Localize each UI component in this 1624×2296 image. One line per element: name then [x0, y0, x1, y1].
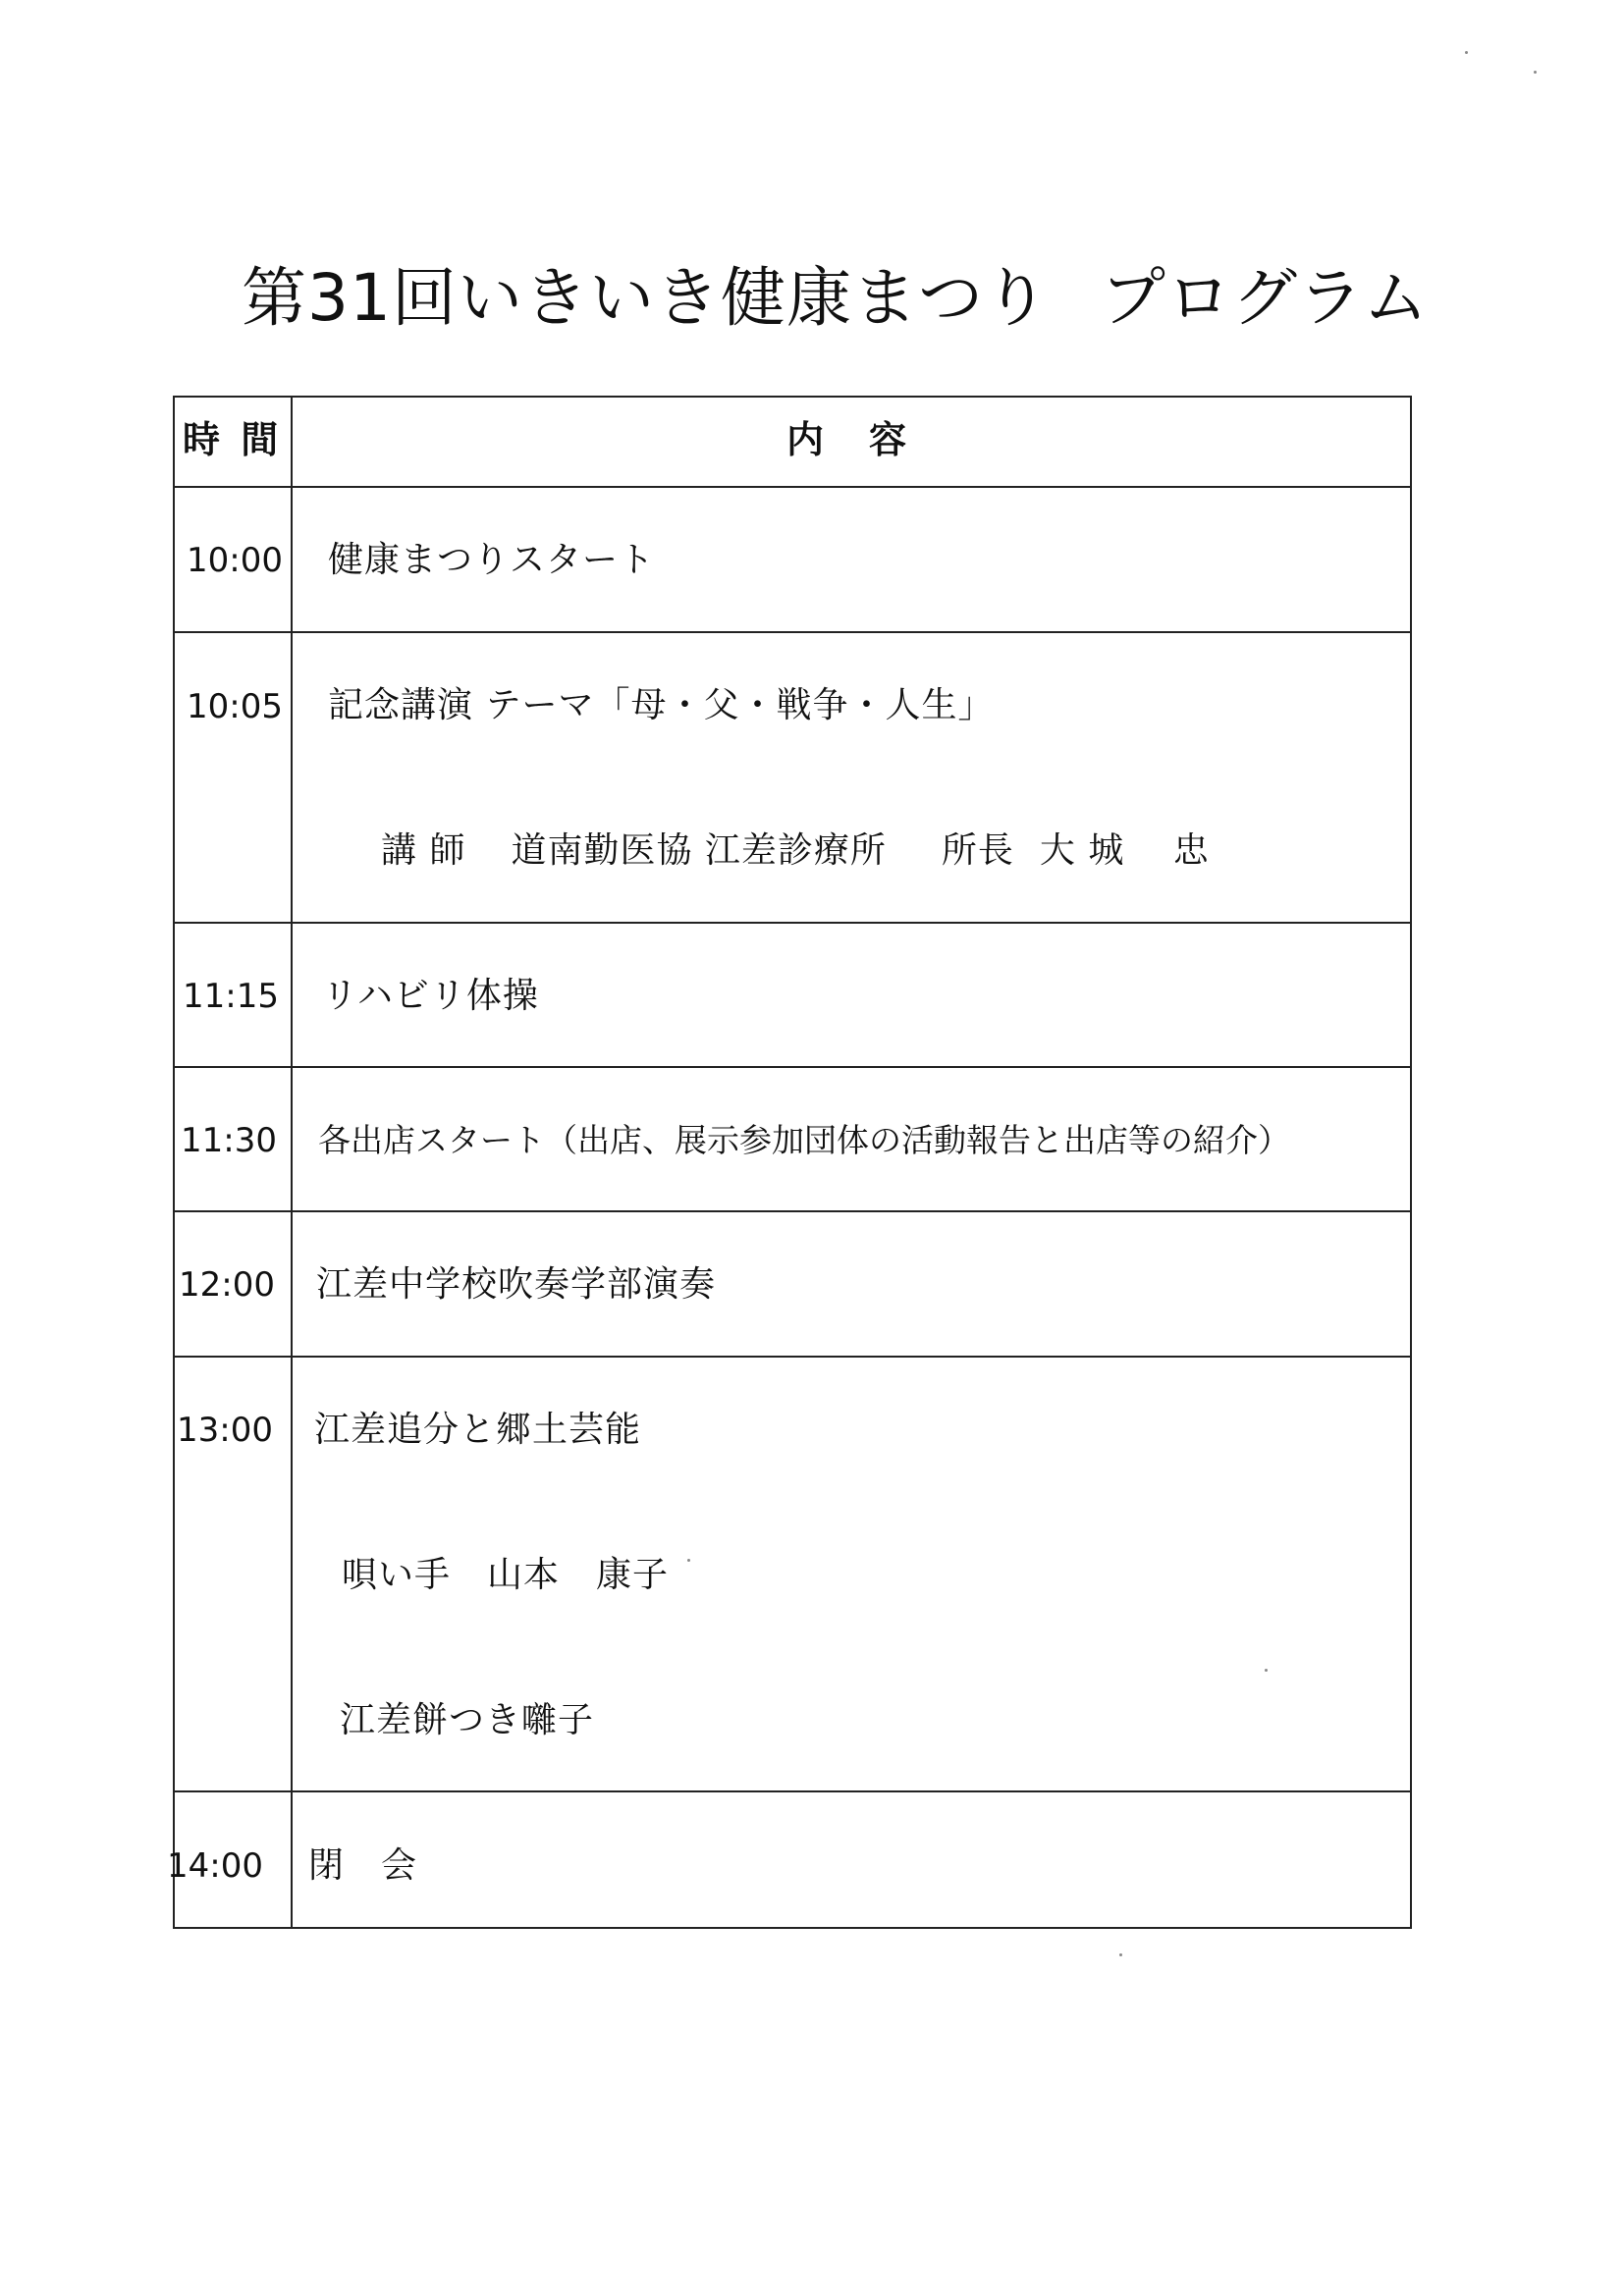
row-time: 12:00 [179, 1265, 275, 1305]
row-divider [173, 486, 1412, 488]
performer-line: 唄い手 山本 康子 [342, 1555, 670, 1595]
row-content: 各出店スタート（出店、展示参加団体の活動報告と出店等の紹介） [318, 1121, 1290, 1159]
scan-speck [687, 1559, 690, 1562]
row-divider [173, 631, 1412, 633]
row-time: 11:30 [181, 1121, 277, 1160]
speaker-org: 道南勤医協 江差診療所 [511, 830, 887, 871]
speaker-role: 講 師 [381, 830, 466, 871]
program-table [167, 396, 1412, 1929]
row-time: 10:05 [187, 687, 283, 726]
speaker-title: 所長 [941, 830, 1014, 871]
row-divider [173, 1066, 1412, 1068]
column-divider [291, 396, 293, 1929]
title-sub: プログラム [1100, 260, 1430, 336]
row-divider [173, 1356, 1412, 1358]
title-main: 第31回いきいき健康まつり [242, 260, 1050, 336]
row-content: 閉 会 [308, 1845, 418, 1886]
row-content: 江差中学校吹奏学部演奏 [316, 1264, 717, 1305]
row-time: 13:00 [177, 1411, 273, 1450]
row-content: リハビリ体操 [322, 976, 539, 1016]
header-content: 内 容 [786, 418, 911, 461]
row-divider [173, 922, 1412, 924]
row-time: 14:00 [167, 1846, 263, 1886]
performer-line: 江差餅つき囃子 [340, 1700, 595, 1740]
scan-speck [1534, 71, 1537, 74]
scan-speck [1119, 1953, 1122, 1956]
scan-speck [1465, 51, 1468, 54]
row-divider [173, 1790, 1412, 1792]
scan-speck [1265, 1669, 1268, 1672]
row-content: 記念講演 テーマ「母・父・戦争・人生」 [328, 685, 995, 725]
row-content: 健康まつりスタート [328, 540, 656, 580]
row-time: 10:00 [187, 541, 283, 580]
page-title [242, 245, 1429, 339]
header-time: 時 間 [183, 418, 283, 461]
speaker-name: 大 城 忠 [1039, 830, 1210, 871]
row-divider [173, 1210, 1412, 1212]
table-border [173, 396, 1412, 1929]
row-content: 江差追分と郷土芸能 [314, 1410, 642, 1450]
row-time: 11:15 [183, 977, 279, 1016]
speaker-line [381, 830, 1210, 871]
